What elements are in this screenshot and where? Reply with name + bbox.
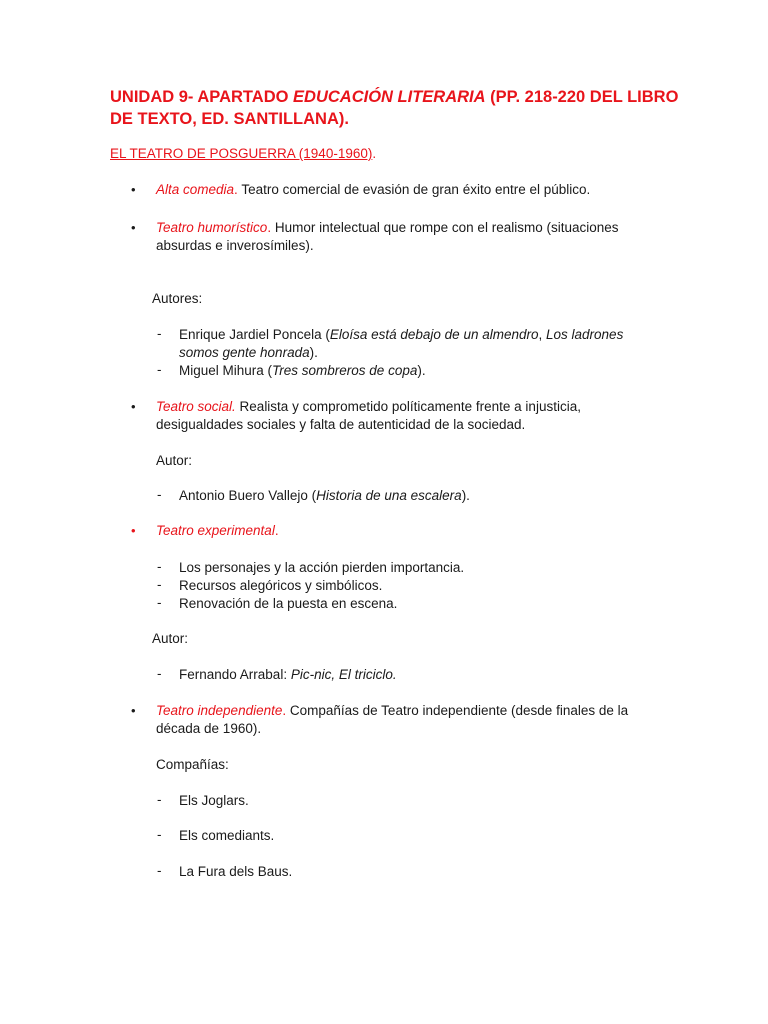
dash-icon: - xyxy=(157,362,162,377)
bullet-icon: • xyxy=(131,182,136,197)
bullet-icon: • xyxy=(131,399,136,414)
experimental-feature-2: Recursos alegóricos y simbólicos. xyxy=(179,578,383,593)
list-item-teatro-humoristico xyxy=(156,219,619,237)
work-title: Eloísa está debajo de un almendro xyxy=(329,327,539,342)
closing-paren: ). xyxy=(417,363,426,378)
work-title: somos gente honrada xyxy=(179,345,310,360)
dash-icon: - xyxy=(157,326,162,341)
term-description-line2: absurdas e inverosímiles). xyxy=(156,238,314,253)
subtitle-text: EL TEATRO DE POSGUERRA (1940-1960) xyxy=(110,146,373,161)
bullet-icon: • xyxy=(131,703,136,718)
work-title: Tres sombreros de copa xyxy=(272,363,418,378)
document-title-line2: DE TEXTO, ED. SANTILLANA). xyxy=(110,110,349,128)
title-part: (PP. 218-220 DEL LIBRO xyxy=(485,88,679,106)
companies-label: Compañías: xyxy=(156,757,229,772)
separator: , xyxy=(538,327,547,342)
work-title: Los ladrones xyxy=(546,327,624,342)
dash-icon: - xyxy=(157,792,162,807)
author-label: Autor: xyxy=(156,453,193,468)
list-item-alta-comedia xyxy=(156,181,590,199)
dash-icon: - xyxy=(157,487,162,502)
document-title xyxy=(110,86,678,108)
closing-paren: ). xyxy=(461,488,470,503)
experimental-feature-1: Los personajes y la acción pierden importancia. xyxy=(179,560,465,575)
term-dot: . xyxy=(282,703,287,718)
author-name: Miguel Mihura ( xyxy=(179,363,273,378)
subtitle-dot: . xyxy=(372,146,377,161)
author-jardiel-poncela-line2 xyxy=(179,344,318,362)
author-name: Fernando Arrabal: xyxy=(179,667,291,682)
author-mihura xyxy=(179,362,426,380)
author-name: Enrique Jardiel Poncela ( xyxy=(179,327,330,342)
authors-label: Autores: xyxy=(152,291,203,306)
term-dot: . xyxy=(274,523,279,538)
term-description-line2: década de 1960). xyxy=(156,721,262,736)
experimental-feature-3: Renovación de la puesta en escena. xyxy=(179,596,398,611)
closing-paren: ). xyxy=(309,345,318,360)
list-item-teatro-experimental xyxy=(156,522,279,540)
work-title: Historia de una escalera xyxy=(316,488,462,503)
company-els-comediants: Els comediants. xyxy=(179,828,275,843)
author-name: Antonio Buero Vallejo ( xyxy=(179,488,317,503)
author-label: Autor: xyxy=(152,631,189,646)
title-part-italic: EDUCACIÓN LITERARIA xyxy=(293,88,486,106)
term-description: Humor intelectual que rompe con el realismo (situaciones xyxy=(271,220,619,235)
term-teatro-humoristico: Teatro humorístico xyxy=(156,220,268,235)
company-la-fura-dels-baus: La Fura dels Baus. xyxy=(179,864,293,879)
dash-icon: - xyxy=(157,827,162,842)
author-jardiel-poncela xyxy=(179,326,623,344)
list-item-teatro-social xyxy=(156,398,581,416)
term-description: Compañías de Teatro independiente (desde finales de la xyxy=(286,703,629,718)
term-alta-comedia: Alta comedia xyxy=(156,182,235,197)
term-teatro-experimental: Teatro experimental xyxy=(156,523,275,538)
list-item-teatro-independiente xyxy=(156,702,628,720)
term-teatro-independiente: Teatro independiente xyxy=(156,703,283,718)
dash-icon: - xyxy=(157,595,162,610)
dash-icon: - xyxy=(157,577,162,592)
dash-icon: - xyxy=(157,863,162,878)
author-buero-vallejo xyxy=(179,487,470,505)
bullet-icon: • xyxy=(131,220,136,235)
author-arrabal xyxy=(179,666,397,684)
section-subtitle xyxy=(110,146,376,161)
company-els-joglars: Els Joglars. xyxy=(179,793,249,808)
work-title: Pic-nic, El triciclo. xyxy=(290,667,397,682)
dash-icon: - xyxy=(157,559,162,574)
term-description: Realista y comprometido políticamente frente a injusticia, xyxy=(235,399,581,414)
term-dot: . xyxy=(234,182,238,197)
term-description-line2: desigualdades sociales y falta de autenticidad de la sociedad. xyxy=(156,417,526,432)
term-teatro-social: Teatro social. xyxy=(156,399,236,414)
term-description: Teatro comercial de evasión de gran éxito entre el público. xyxy=(237,182,591,197)
bullet-icon: • xyxy=(131,523,136,538)
dash-icon: - xyxy=(157,666,162,681)
title-part: UNIDAD 9- APARTADO xyxy=(110,88,294,106)
term-dot: . xyxy=(267,220,272,235)
